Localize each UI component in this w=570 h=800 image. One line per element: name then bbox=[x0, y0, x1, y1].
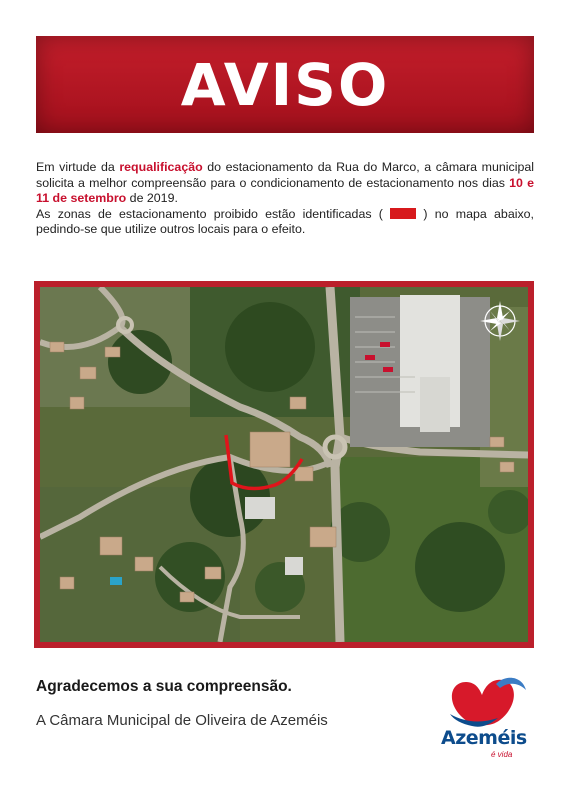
notice-p1-text-b: do estacionamento da Rua do Marco, a câmara municipal solicita a melhor compreensão para o condicionamento de estacionamento nos dias bbox=[36, 160, 534, 190]
aerial-map bbox=[34, 281, 534, 648]
aerial-map-image bbox=[40, 287, 528, 642]
brand-logo-tagline: é vida bbox=[491, 750, 513, 759]
brand-logo-wordmark: Azeméis bbox=[441, 727, 527, 749]
notice-p1-text-a: Em virtude da bbox=[36, 160, 120, 174]
notice-p2-text-a: As zonas de estacionamento proibido estão identificadas ( bbox=[36, 206, 391, 221]
notice-paragraph-2 bbox=[36, 207, 534, 238]
notice-p1-text-c: de 2019. bbox=[126, 191, 178, 206]
notice-highlight-requalification: requalificação bbox=[119, 160, 203, 174]
header-banner bbox=[36, 36, 534, 133]
page-title: AVISO bbox=[180, 50, 390, 119]
thanks-message: Agradecemos a sua compreensão. bbox=[36, 678, 292, 695]
notice-highlight-dates: 10 e 11 de setembro bbox=[36, 175, 535, 206]
notice-paragraph-1 bbox=[36, 160, 534, 207]
notice-p2-text-b: ) no mapa abaixo, pedindo-se que utilize outros locais para o efeito. bbox=[36, 206, 534, 237]
signature: A Câmara Municipal de Oliveira de Azeméis bbox=[36, 712, 328, 729]
notice-text bbox=[36, 160, 534, 238]
restricted-zone-legend-swatch bbox=[390, 208, 416, 219]
